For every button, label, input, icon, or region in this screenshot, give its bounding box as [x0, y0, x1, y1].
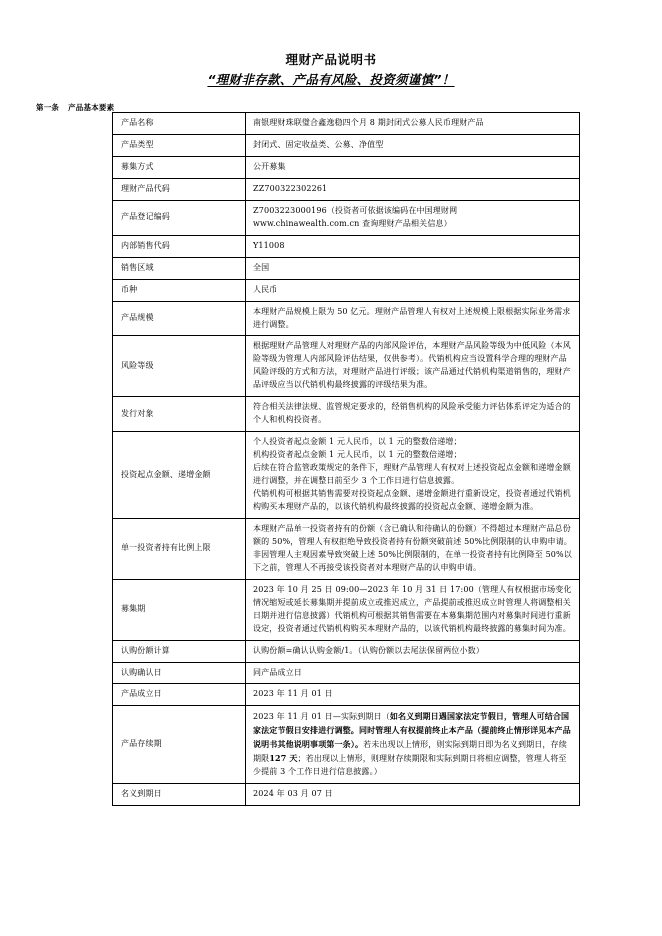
row-value	[246, 200, 580, 235]
row-label: 产品存续期	[113, 706, 246, 784]
row-value	[246, 301, 580, 336]
row-value	[246, 640, 580, 662]
table-row	[113, 579, 580, 640]
table-row	[113, 640, 580, 662]
row-value	[246, 113, 580, 135]
section-name: 产品基本要素	[68, 103, 115, 112]
value-line: Z7003223000196（投资者可依据该编码在中国理财网	[253, 205, 458, 215]
value-line: 同产品成立日	[253, 667, 302, 677]
row-value	[246, 279, 580, 301]
value-line: 人民币	[253, 284, 278, 294]
value-emphasis: 如名义到期日遇国家法定节假日，管理人可结合国家法定节假日安排进行调整。同时管理人有权提前终止本产品（提前终止情形详见本产品说明书其他说明事项第一条）。	[253, 711, 571, 750]
table-row	[113, 301, 580, 336]
row-value	[246, 662, 580, 684]
value-line: 非因管理人主观因素导致突破上述 50%比例限制的，在单一投资者持有比例降至 50%以下之前，管理人不再接受该投资者对本理财产品的认申购申请。	[253, 549, 572, 572]
row-value	[246, 134, 580, 156]
row-label: 认购确认日	[113, 662, 246, 684]
table-row	[113, 257, 580, 279]
value-line: 封闭式、固定收益类、公募、净值型	[253, 139, 384, 149]
row-label: 理财产品代码	[113, 178, 246, 200]
page-subtitle: “理财非存款、产品有风险、投资须谨慎”！	[207, 71, 455, 87]
row-value	[246, 397, 580, 432]
row-label: 产品成立日	[113, 684, 246, 706]
value-line: Y11008	[253, 240, 285, 250]
product-specification-table	[112, 112, 580, 806]
value-line: 个人投资者起点金额 1 元人民币，以 1 元的整数倍递增；	[253, 437, 462, 447]
row-label: 产品名称	[113, 113, 246, 135]
value-text: 2023 年 11 月 01 日—实际到期日（	[253, 712, 390, 722]
row-label: 产品登记编码	[113, 200, 246, 235]
table-row	[113, 113, 580, 135]
value-emphasis: 127 天	[269, 753, 298, 764]
value-line: 2023 年 11 月 01 日	[253, 689, 333, 699]
row-label: 募集期	[113, 579, 246, 640]
row-label: 风险等级	[113, 336, 246, 397]
value-line: ZZ700322302261	[253, 183, 328, 193]
table-row	[113, 156, 580, 178]
value-line: 认购份额=确认认购金额/1。（认购份额以去尾法保留两位小数）	[253, 645, 484, 655]
value-line: 2024 年 03 月 07 日	[253, 789, 333, 799]
value-line: www.chinawealth.com.cn 查询理财产品相关信息）	[253, 218, 452, 228]
value-line: 南银理财珠联璧合鑫逸稳四个月 8 期封闭式公募人民币理财产品	[253, 118, 484, 127]
value-line: 符合相关法律法规、监管规定要求的，经销售机构的风险承受能力评估体系评定为适合的个人和机构投资者。	[253, 402, 571, 425]
row-value	[246, 684, 580, 706]
row-label: 内部销售代码	[113, 235, 246, 257]
value-line: 代销机构可根据其销售需要对投资起点金额、递增金额进行重新设定，投资者通过代销机构购买本理财产品的，以该代销机构最终披露的投资起点金额、递增金额为准。	[253, 489, 571, 511]
table-body	[113, 113, 580, 806]
row-value	[246, 156, 580, 178]
row-label: 币种	[113, 279, 246, 301]
row-label: 产品类型	[113, 134, 246, 156]
table-row	[113, 662, 580, 684]
row-value	[246, 257, 580, 279]
value-line: 2023 年 10 月 25 日 09:00—2023 年 10 月 31 日 17:00（管理人有权根据市场变化情况缩短或延长募集期并提前成立或推迟成立，产品提前或推迟成立时管理人将调整相关日期并进行信息披露）代销机构可根据其销售需要在本募集期范围内对募集时间进行重新设定，投资者通过代销机构购买本理财产品的，以该代销机构最终披露的募集时间为准。	[253, 584, 572, 633]
value-line: 公开募集	[253, 161, 286, 171]
row-value	[246, 235, 580, 257]
row-label: 产品规模	[113, 301, 246, 336]
table-row	[113, 336, 580, 397]
row-label: 名义到期日	[113, 784, 246, 806]
row-value	[246, 706, 580, 784]
row-value	[246, 784, 580, 806]
value-text: ；若出现以上情形，则理财存续期限和实际到期日将相应调整，管理人将至少提前 3 个工作日进行信息披露。）	[253, 754, 567, 777]
row-value	[246, 579, 580, 640]
row-label: 认购份额计算	[113, 640, 246, 662]
section-number: 第一条	[36, 103, 60, 112]
page-title: 理财产品说明书	[285, 52, 377, 67]
table-row	[113, 684, 580, 706]
table-row	[113, 784, 580, 806]
table-row	[113, 178, 580, 200]
table-row	[113, 432, 580, 519]
value-text: 若未出现以上情形，则实际到期日即为名义到期日，存续期限	[253, 740, 567, 764]
row-label: 销售区域	[113, 257, 246, 279]
row-value	[246, 336, 580, 397]
value-line: 根据理财产品管理人对理财产品的内部风险评估，本理财产品风险等级为中低风险（本风险等级为管理人内部风险评估结果，仅供参考）。代销机构应当设置科学合理的理财产品风险评级的方式和方法，对理财产品进行评级；该产品通过代销机构渠道销售的，理财产品评级应当以代销机构最终披露的评级结果为准。	[253, 341, 571, 390]
row-value	[246, 432, 580, 519]
table-row	[113, 200, 580, 235]
value-line: 本理财产品规模上限为 50 亿元。理财产品管理人有权对上述规模上限根据实际业务需求进行调整。	[253, 306, 571, 329]
value-line: 后续在符合监管政策规定的条件下，理财产品管理人有权对上述投资起点金额和递增金额进行调整，并在调整日前至少 3 个工作日进行信息披露。	[253, 463, 571, 486]
table-row	[113, 235, 580, 257]
row-label: 投资起点金额、递增金额	[113, 432, 246, 519]
table-row	[113, 279, 580, 301]
row-label: 单一投资者持有比例上限	[113, 518, 246, 579]
title-block	[0, 0, 662, 89]
row-value	[246, 518, 580, 579]
table-row	[113, 706, 580, 784]
row-label: 发行对象	[113, 397, 246, 432]
value-line: 机构投资者起点金额 1 元人民币，以 1 元的整数倍递增；	[253, 450, 462, 460]
table-row	[113, 134, 580, 156]
value-line: 全国	[253, 262, 270, 272]
value-line: 本理财产品单一投资者持有的份额（含已确认和待确认的份额）不得超过本理财产品总份额的 50%，管理人有权拒绝导致投资者持有份额突破前述 50%比例限制的认申购申请。	[253, 523, 572, 546]
row-label: 募集方式	[113, 156, 246, 178]
row-value	[246, 178, 580, 200]
table-row	[113, 518, 580, 579]
table-row	[113, 397, 580, 432]
